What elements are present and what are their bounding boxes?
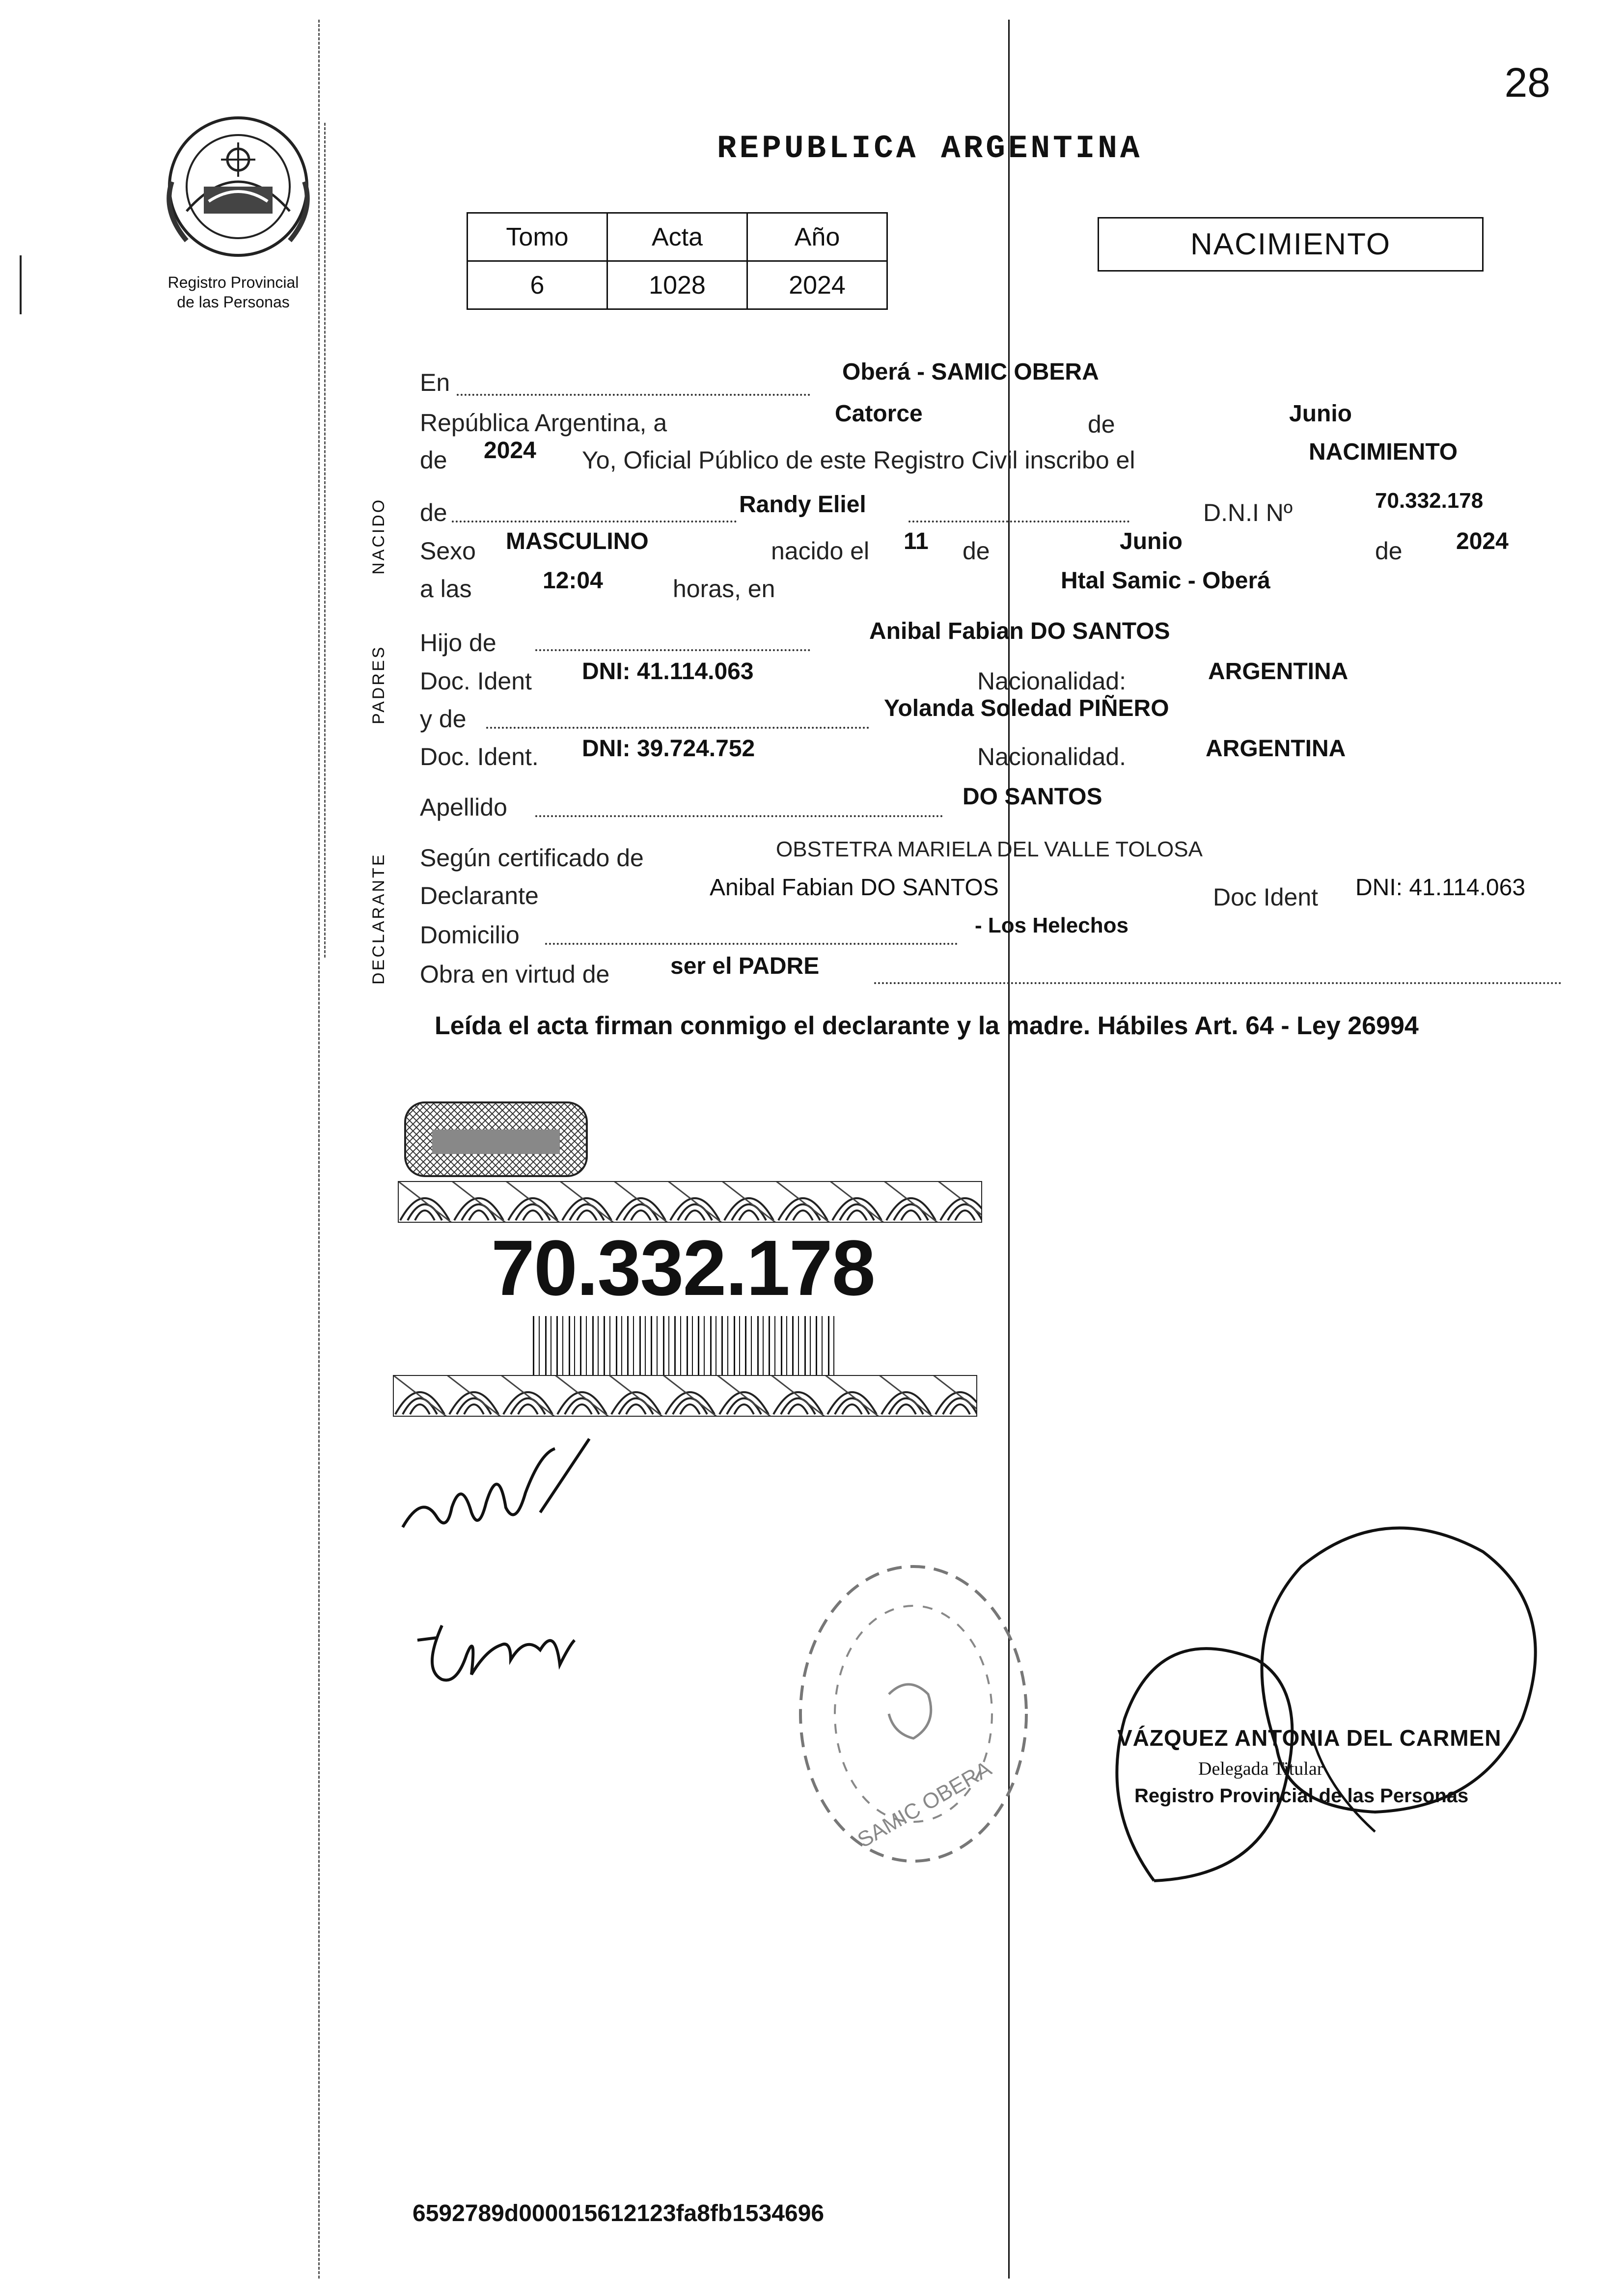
label-obra: Obra en virtud de bbox=[420, 961, 610, 988]
identity-number-seal: 70.332.178 bbox=[491, 1224, 875, 1312]
value-nac2: ARGENTINA bbox=[1206, 736, 1346, 762]
official-role: Delegada Titular bbox=[1198, 1759, 1323, 1779]
registry-value-acta: 1028 bbox=[607, 261, 747, 309]
section-label-declarante: DECLARANTE bbox=[369, 852, 388, 985]
page-number: 28 bbox=[1504, 59, 1550, 106]
barcode-bar bbox=[639, 1316, 641, 1375]
barcode-bar bbox=[739, 1316, 740, 1375]
stamp-text: SAMIC OBERA bbox=[853, 1756, 996, 1853]
value-birth-place: Htal Samic - Oberá bbox=[1061, 568, 1270, 594]
label-declarante: Declarante bbox=[420, 882, 539, 909]
margin-dashed-line bbox=[324, 123, 326, 958]
barcode-bar bbox=[627, 1316, 629, 1375]
barcode-bar bbox=[786, 1316, 787, 1375]
barcode-bar bbox=[798, 1316, 799, 1375]
registry-value-row bbox=[468, 261, 887, 309]
value-birth-day: 11 bbox=[904, 528, 929, 554]
barcode-bar bbox=[609, 1316, 610, 1375]
barcode-bar bbox=[580, 1316, 581, 1375]
barcode-bar bbox=[816, 1316, 817, 1375]
label-de5: de bbox=[1375, 537, 1403, 565]
label-en: En bbox=[420, 369, 450, 396]
barcode-bar bbox=[616, 1316, 617, 1375]
barcode-bar bbox=[710, 1316, 712, 1375]
label-doc2: Doc. Ident. bbox=[420, 743, 539, 770]
barcode-bar bbox=[604, 1316, 605, 1375]
barcode-bar bbox=[745, 1316, 746, 1375]
barcode-bar bbox=[680, 1316, 681, 1375]
value-time: 12:04 bbox=[543, 568, 603, 594]
label-nac1: Nacionalidad: bbox=[977, 667, 1126, 695]
fill-dots bbox=[874, 982, 1562, 984]
label-docident: Doc Ident bbox=[1213, 883, 1319, 911]
section-label-nacido: NACIDO bbox=[369, 497, 388, 575]
label-alas: a las bbox=[420, 575, 472, 603]
barcode-bar bbox=[556, 1316, 558, 1375]
province-crest-logo bbox=[157, 113, 319, 260]
barcode-bar bbox=[592, 1316, 594, 1375]
label-apellido: Apellido bbox=[420, 794, 507, 821]
security-hologram bbox=[403, 1100, 589, 1179]
section-label-padres: PADRES bbox=[369, 645, 388, 724]
value-year: 2024 bbox=[484, 438, 536, 464]
barcode-bar bbox=[598, 1316, 599, 1375]
label-de2: de bbox=[420, 446, 447, 474]
registry-header-tomo: Tomo bbox=[468, 213, 607, 261]
barcode-bar bbox=[763, 1316, 764, 1375]
fill-dots bbox=[545, 943, 958, 945]
barcode-bar bbox=[651, 1316, 652, 1375]
barcode-bar bbox=[668, 1316, 669, 1375]
barcode-bar bbox=[633, 1316, 634, 1375]
logo-caption bbox=[142, 273, 324, 312]
label-de4: de bbox=[963, 537, 990, 565]
barcode-bar bbox=[781, 1316, 782, 1375]
label-horas: horas, en bbox=[673, 575, 775, 603]
record-type-box: NACIMIENTO bbox=[1098, 217, 1484, 272]
fill-dots bbox=[908, 521, 1129, 522]
barcode-bar bbox=[833, 1316, 834, 1375]
margin-dashed-line bbox=[318, 20, 320, 2279]
value-nac1: ARGENTINA bbox=[1208, 659, 1349, 685]
value-apellido: DO SANTOS bbox=[963, 784, 1102, 810]
label-republica: República Argentina, a bbox=[420, 409, 667, 437]
value-inscribe: NACIMIENTO bbox=[1309, 439, 1458, 465]
barcode-bar bbox=[769, 1316, 770, 1375]
signature-mother bbox=[413, 1596, 579, 1694]
barcode-bar bbox=[822, 1316, 823, 1375]
barcode-bar bbox=[727, 1316, 728, 1375]
barcode-bar bbox=[657, 1316, 658, 1375]
barcode bbox=[533, 1316, 837, 1375]
registry-value-ano: 2024 bbox=[747, 261, 887, 309]
document-hash: 6592789d000015612123fa8fb1534696 bbox=[413, 2200, 825, 2226]
barcode-bar bbox=[645, 1316, 646, 1375]
label-sexo: Sexo bbox=[420, 537, 476, 565]
value-doc2: DNI: 39.724.752 bbox=[582, 736, 755, 762]
barcode-bar bbox=[698, 1316, 699, 1375]
label-doc1: Doc. Ident bbox=[420, 667, 532, 695]
security-band-top bbox=[398, 1181, 982, 1223]
value-doc1: DNI: 41.114.063 bbox=[582, 659, 754, 685]
barcode-bar bbox=[734, 1316, 735, 1375]
barcode-bar bbox=[663, 1316, 664, 1375]
value-sexo: MASCULINO bbox=[506, 528, 649, 554]
label-de: de bbox=[1088, 411, 1115, 438]
label-domicilio: Domicilio bbox=[420, 921, 520, 949]
registry-header-row bbox=[468, 213, 887, 261]
barcode-bar bbox=[757, 1316, 759, 1375]
value-location: Oberá - SAMIC OBERA bbox=[842, 359, 1099, 385]
value-day: Catorce bbox=[835, 401, 923, 427]
value-birth-year: 2024 bbox=[1456, 528, 1509, 554]
registry-header-ano: Año bbox=[747, 213, 887, 261]
official-office: Registro Provincial de las Personas bbox=[1134, 1785, 1469, 1807]
value-obra: ser el PADRE bbox=[670, 953, 820, 979]
label-yo-text: Yo, Oficial Público de este Registro Civil inscribo el bbox=[582, 446, 1135, 474]
barcode-bar bbox=[621, 1316, 622, 1375]
logo-caption-line2: de las Personas bbox=[177, 293, 290, 311]
security-band-bottom bbox=[393, 1375, 977, 1417]
fill-dots bbox=[457, 394, 810, 396]
value-mother: Yolanda Soledad PIÑERO bbox=[884, 695, 1169, 721]
label-hijo: Hijo de bbox=[420, 629, 496, 657]
barcode-bar bbox=[828, 1316, 829, 1375]
barcode-bar bbox=[539, 1316, 540, 1375]
signature-declarant bbox=[393, 1434, 599, 1542]
barcode-bar bbox=[804, 1316, 806, 1375]
margin-mark bbox=[20, 255, 22, 314]
value-segun: OBSTETRA MARIELA DEL VALLE TOLOSA bbox=[776, 837, 1203, 861]
registry-header-acta: Acta bbox=[607, 213, 747, 261]
barcode-bar bbox=[562, 1316, 563, 1375]
label-yde: y de bbox=[420, 705, 467, 733]
barcode-bar bbox=[687, 1316, 688, 1375]
barcode-bar bbox=[545, 1316, 547, 1375]
registry-table bbox=[467, 212, 888, 310]
label-dni: D.N.I Nº bbox=[1203, 499, 1293, 526]
barcode-bar bbox=[574, 1316, 575, 1375]
fill-dots bbox=[535, 815, 943, 817]
barcode-bar bbox=[533, 1316, 534, 1375]
value-month: Junio bbox=[1289, 401, 1352, 427]
label-nac2: Nacionalidad. bbox=[977, 743, 1126, 770]
barcode-bar bbox=[586, 1316, 587, 1375]
value-dni: 70.332.178 bbox=[1375, 489, 1484, 513]
barcode-bar bbox=[569, 1316, 570, 1375]
value-domicilio: - Los Helechos bbox=[975, 913, 1129, 937]
value-docident: DNI: 41.114.063 bbox=[1355, 875, 1526, 901]
official-name: VÁZQUEZ ANTONIA DEL CARMEN bbox=[1117, 1725, 1502, 1751]
fill-dots bbox=[486, 727, 869, 729]
value-father: Anibal Fabian DO SANTOS bbox=[869, 618, 1170, 644]
signature-official bbox=[1080, 1512, 1571, 1905]
barcode-bar bbox=[810, 1316, 811, 1375]
closing-notice: Leída el acta firman conmigo el declarante y la madre. Hábiles Art. 64 - Ley 26994 bbox=[435, 1012, 1419, 1040]
barcode-bar bbox=[704, 1316, 705, 1375]
barcode-bar bbox=[774, 1316, 775, 1375]
value-child-name: Randy Eliel bbox=[739, 492, 866, 518]
official-stamp bbox=[781, 1547, 1046, 1891]
fill-dots bbox=[452, 521, 737, 522]
barcode-bar bbox=[692, 1316, 693, 1375]
document-title: REPUBLICA ARGENTINA bbox=[717, 130, 1143, 167]
label-segun: Según certificado de bbox=[420, 844, 644, 872]
registry-value-tomo: 6 bbox=[468, 261, 607, 309]
barcode-bar bbox=[792, 1316, 794, 1375]
fill-dots bbox=[535, 649, 810, 651]
logo-caption-line1: Registro Provincial bbox=[167, 274, 299, 291]
barcode-bar bbox=[721, 1316, 723, 1375]
value-declarante: Anibal Fabian DO SANTOS bbox=[710, 875, 999, 901]
label-nacido: nacido el bbox=[771, 537, 870, 565]
barcode-bar bbox=[751, 1316, 752, 1375]
barcode-bar bbox=[674, 1316, 676, 1375]
label-de3: de bbox=[420, 499, 447, 526]
value-birth-month: Junio bbox=[1120, 528, 1183, 554]
